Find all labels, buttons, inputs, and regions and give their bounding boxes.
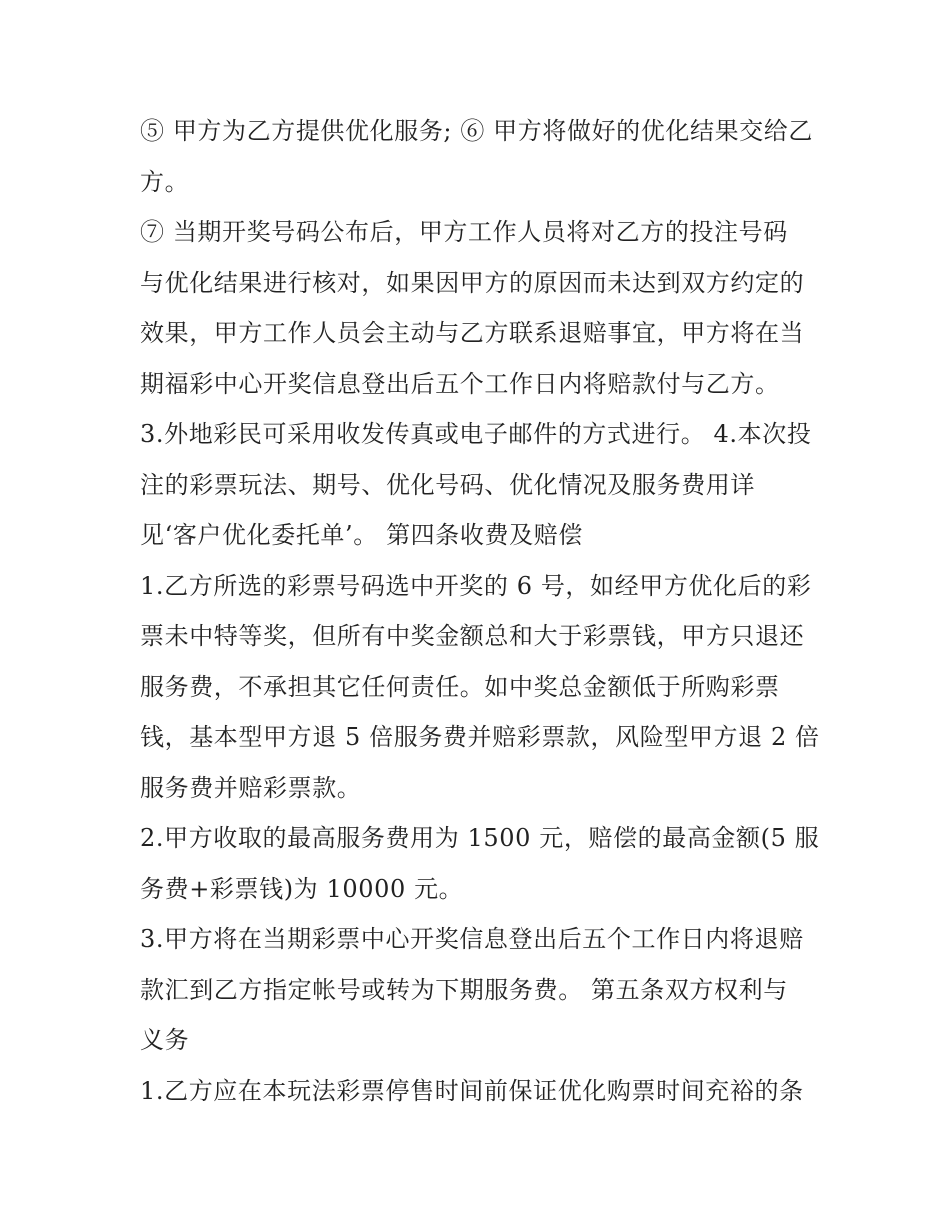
text-line: 款汇到乙方指定帐号或转为下期服务费。 第五条双方权利与 (140, 975, 788, 1004)
text-line: 服务费并赔彩票款。 (140, 773, 362, 802)
text-line: 1.乙方应在本玩法彩票停售时间前保证优化购票时间充裕的条 (140, 1076, 804, 1105)
text-line: 与优化结果进行核对，如果因甲方的原因而未达到双方约定的 (140, 268, 805, 297)
text-line: 效果，甲方工作人员会主动与乙方联系退赔事宜，甲方将在当 (140, 319, 805, 347)
text-line: 服务费，不承担其它任何责任。如中奖总金额低于所购彩票 (140, 672, 780, 701)
text-line: 票未中特等奖，但所有中奖金额总和大于彩票钱，甲方只退还 (140, 622, 805, 650)
text-line: 见‘客户优化委托单’。 第四条收费及赔偿 (140, 521, 583, 549)
text-line: ⑦ 当期开奖号码公布后，甲方工作人员将对乙方的投注号码 (140, 218, 788, 246)
text-line: 钱，基本型甲方退 5 倍服务费并赔彩票款，风险型甲方退 2 倍 (140, 723, 820, 751)
text-line: 务费+彩票钱)为 10000 元。 (140, 874, 464, 903)
text-line: 注的彩票玩法、期号、优化号码、优化情况及服务费用详 (140, 470, 755, 499)
document-body (140, 106, 820, 1116)
text-line: 2.甲方收取的最高服务费用为 1500 元，赔偿的最高金额(5 服 (140, 824, 820, 852)
text-line: 1.乙方所选的彩票号码选中开奖的 6 号，如经甲方优化后的彩 (140, 571, 812, 600)
text-line: ⑤ 甲方为乙方提供优化服务; ⑥ 甲方将做好的优化结果交给乙 (140, 117, 813, 145)
text-line: 方。 (140, 167, 190, 196)
text-line: 义务 (140, 1026, 190, 1054)
text-line: 3.外地彩民可采用收发传真或电子邮件的方式进行。 4.本次投 (140, 420, 812, 448)
text-line: 3.甲方将在当期彩票中心开奖信息登出后五个工作日内将退赔 (140, 925, 804, 953)
text-line: 期福彩中心开奖信息登出后五个工作日内将赔款付与乙方。 (140, 369, 780, 398)
